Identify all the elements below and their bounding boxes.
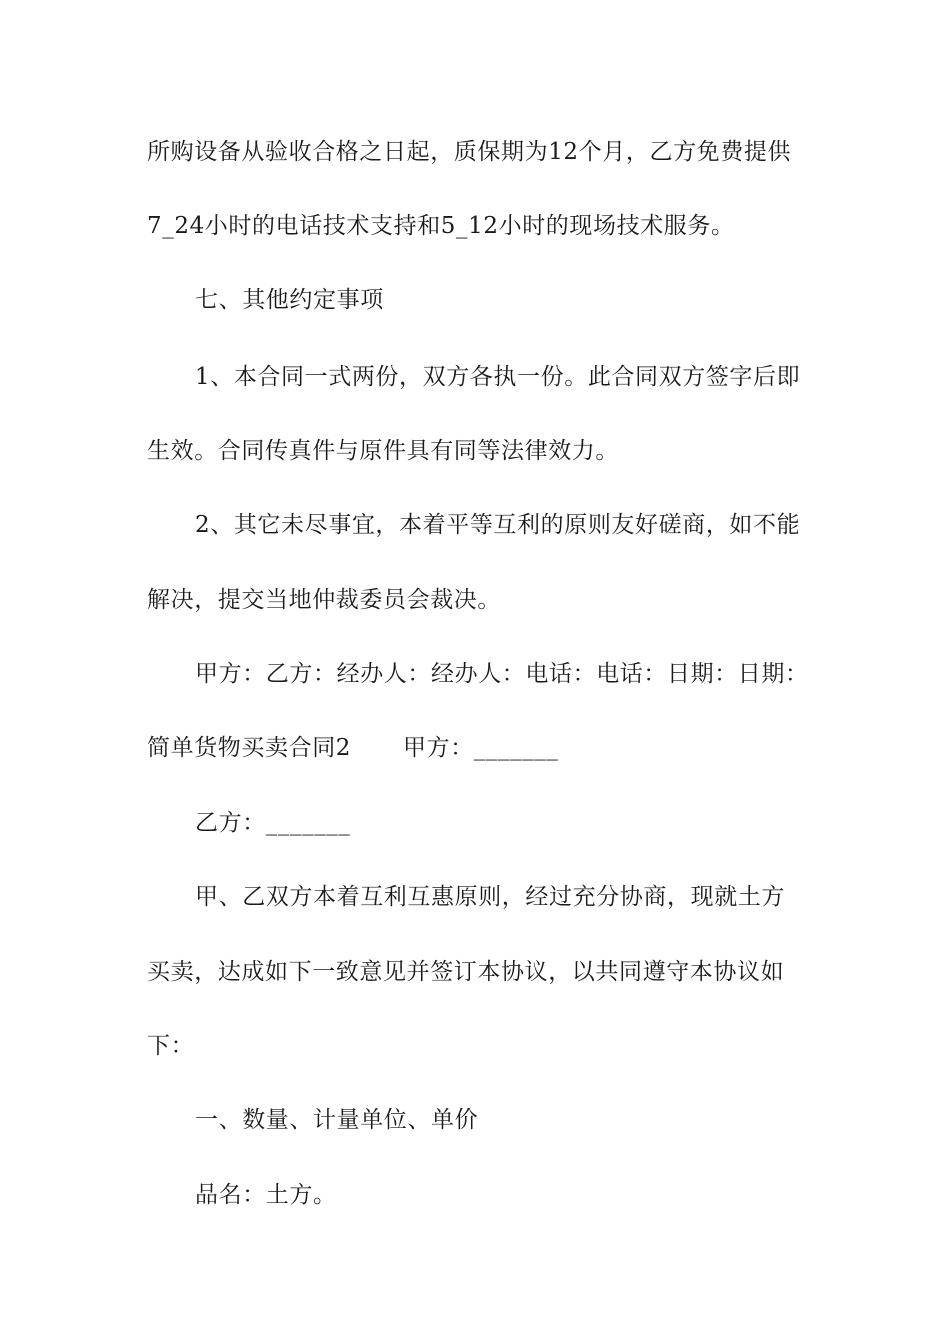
paragraph-clause-2-cont: 解决，提交当地仲裁委员会裁决。 [147,587,501,613]
paragraph-warranty: 所购设备从验收合格之日起，质保期为12个月，乙方免费提供 [147,139,792,165]
section-heading-quantity: 一、数量、计量单位、单价 [195,1107,479,1133]
paragraph-product-name: 品名：土方。 [195,1182,337,1208]
party-b-field: 乙方：_______ [195,810,351,836]
paragraph-clause-1-cont: 生效。合同传真件与原件具有同等法律效力。 [147,438,619,464]
signature-line: 甲方：乙方：经办人：经办人：电话：电话：日期：日期： [195,661,809,687]
paragraph-clause-2: 2、其它未尽事宜，本着平等互利的原则友好磋商，如不能 [195,512,801,538]
paragraph-intro: 甲、乙双方本着互利互惠原则，经过充分协商，现就土方 [195,884,785,910]
contract-title: 简单货物买卖合同2 [147,735,352,761]
paragraph-clause-1: 1、本合同一式两份，双方各执一份。此合同双方签字后即 [195,364,801,390]
paragraph-warranty-cont: 7_24小时的电话技术支持和5_12小时的现场技术服务。 [147,213,735,239]
paragraph-intro-cont: 买卖，达成如下一致意见并签订本协议，以共同遵守本协议如 [147,959,785,985]
party-a-field: 甲方：_______ [403,735,559,761]
section-heading-other-terms: 七、其他约定事项 [195,287,384,313]
paragraph-intro-end: 下： [147,1033,195,1059]
